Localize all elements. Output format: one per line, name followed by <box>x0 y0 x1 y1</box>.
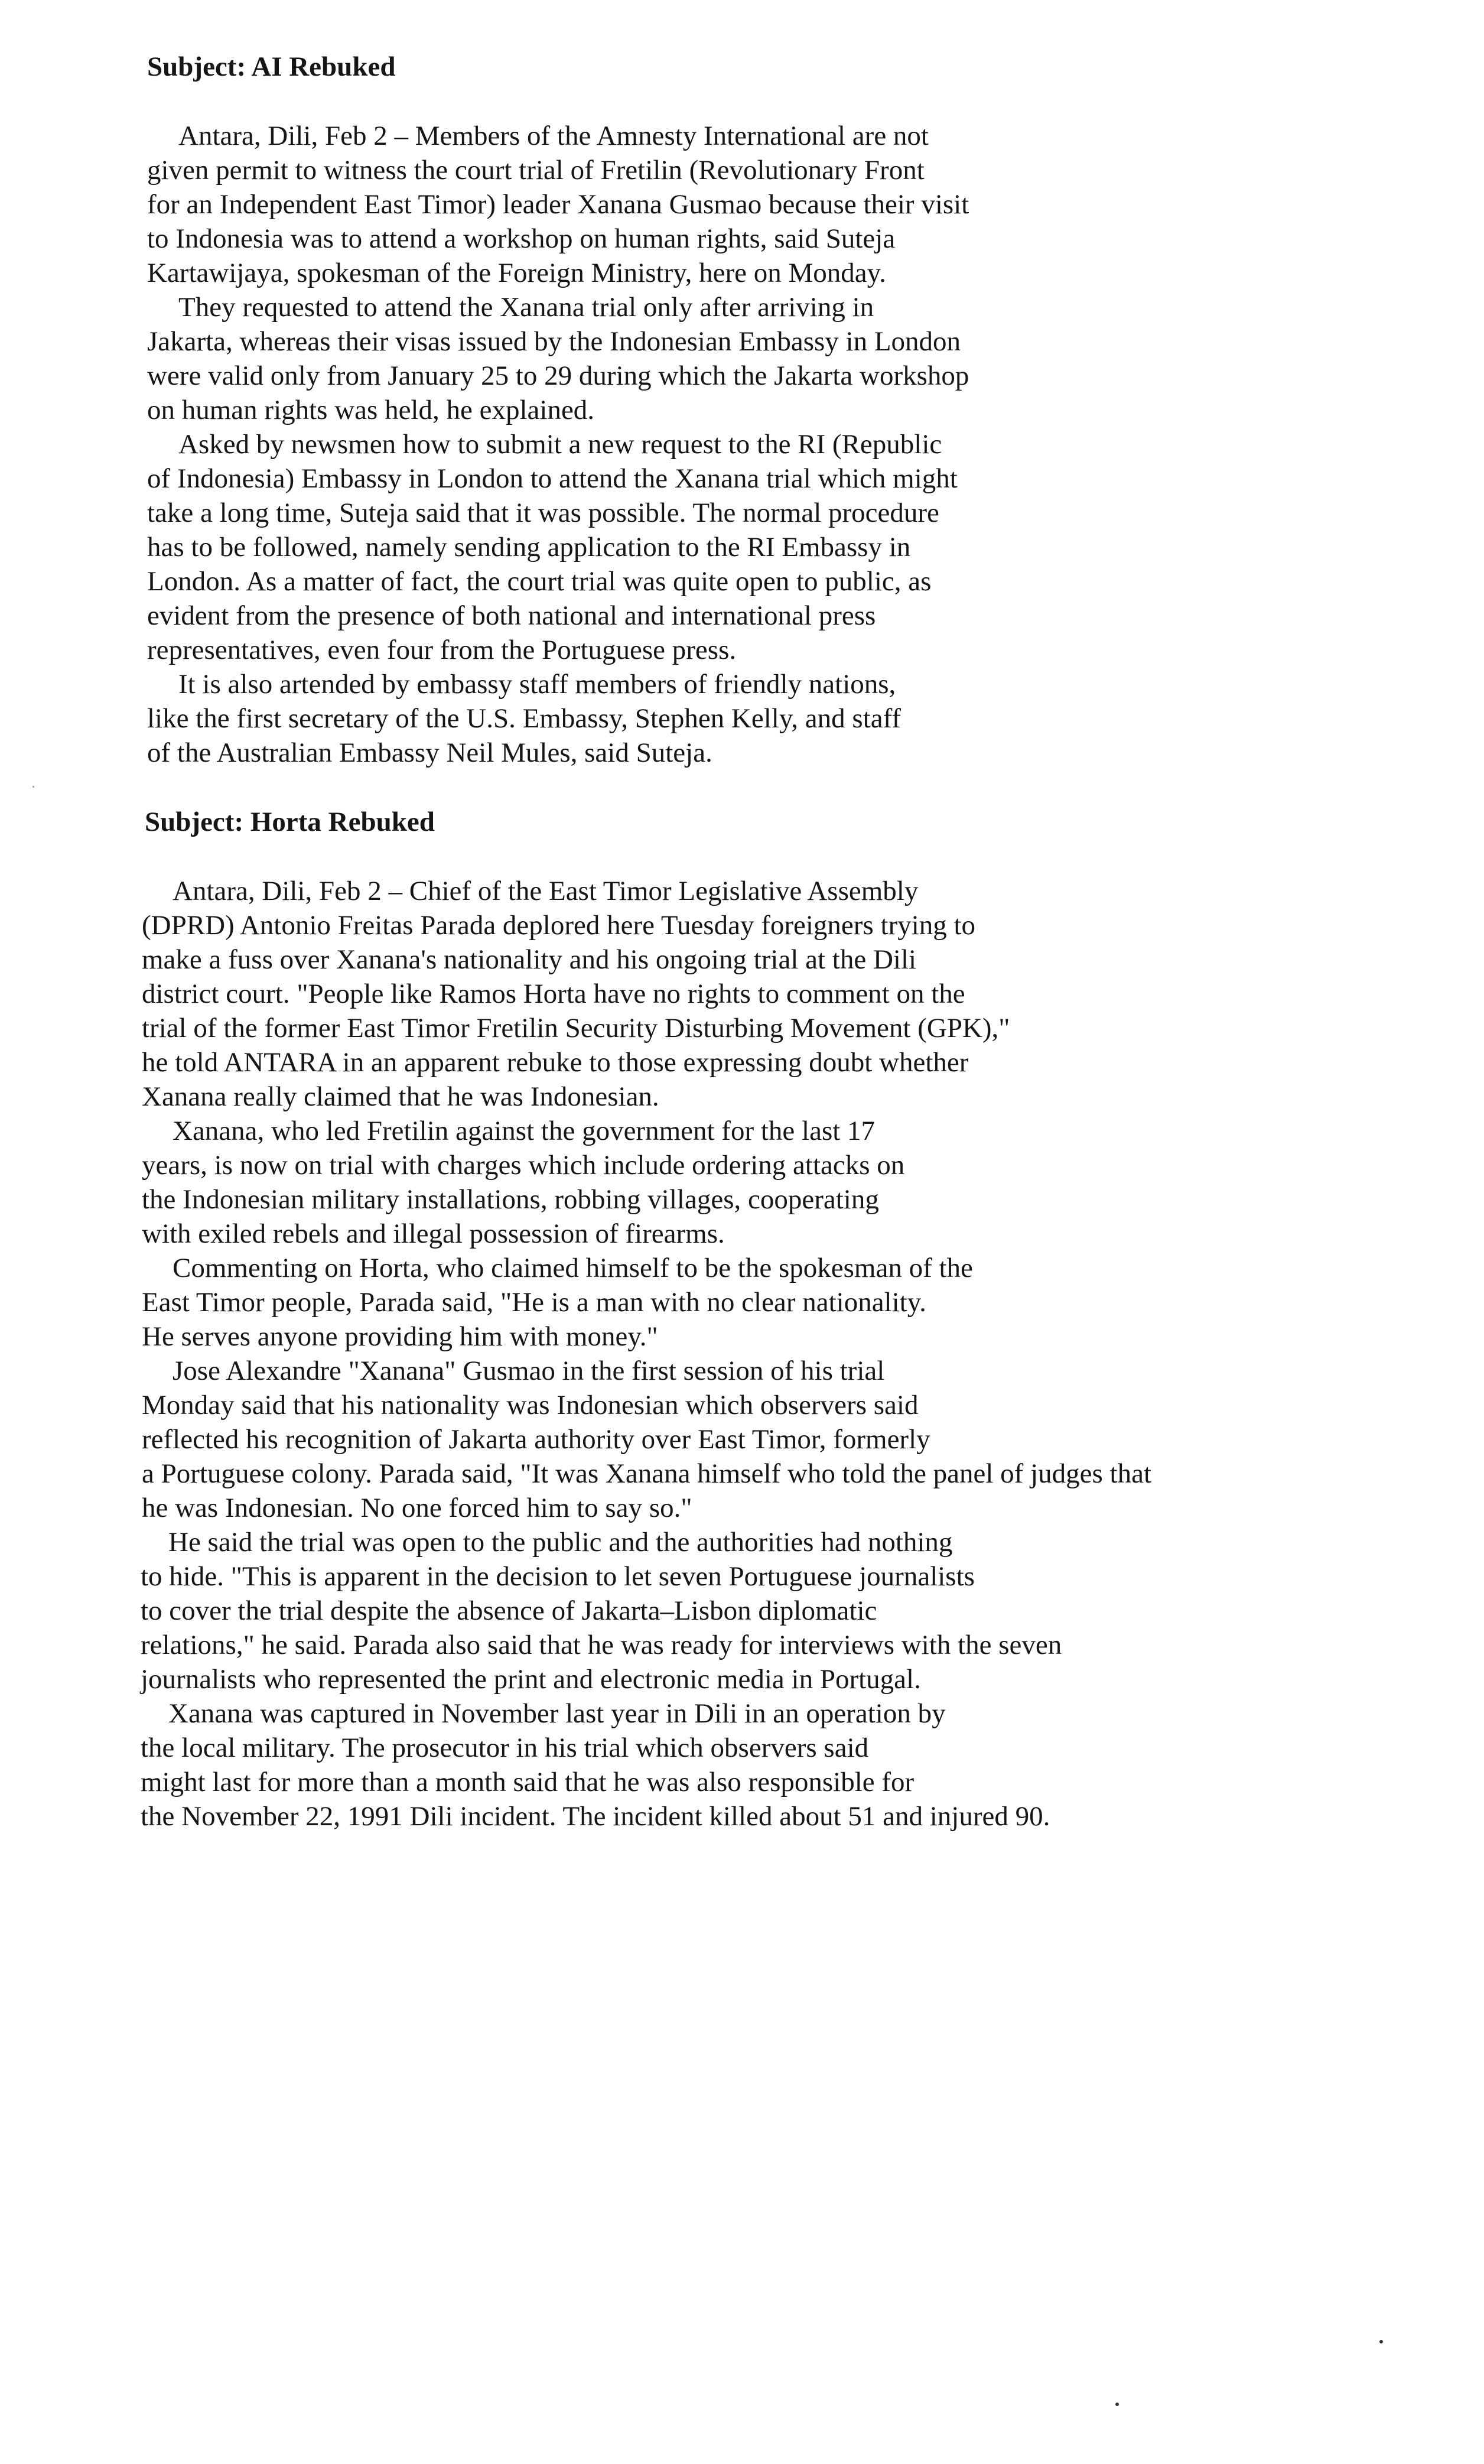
article2-line: Antara, Dili, Feb 2 – Chief of the East Timor Legislative Assembly <box>173 876 919 906</box>
article2-line: He serves anyone providing him with money." <box>142 1321 658 1352</box>
article2-line: make a fuss over Xanana's nationality and his ongoing trial at the Dili <box>142 944 917 975</box>
article2-line: the local military. The prosecutor in his trial which observers said <box>141 1732 869 1763</box>
article2-line: trial of the former East Timor Fretilin Security Disturbing Movement (GPK)," <box>142 1013 1010 1044</box>
article2-line: relations," he said. Parada also said that he was ready for interviews with the seven <box>141 1630 1062 1660</box>
article1-line: for an Independent East Timor) leader Xanana Gusmao because their visit <box>147 189 969 220</box>
article2-line: with exiled rebels and illegal possession of firearms. <box>142 1218 725 1249</box>
article2-line: a Portuguese colony. Parada said, "It was Xanana himself who told the panel of judges that <box>142 1458 1152 1489</box>
article1-line: given permit to witness the court trial of Fretilin (Revolutionary Front <box>147 155 925 186</box>
article2-line: reflected his recognition of Jakarta authority over East Timor, formerly <box>142 1424 930 1455</box>
article2-line: Jose Alexandre "Xanana" Gusmao in the first session of his trial <box>173 1355 885 1386</box>
article2-line: might last for more than a month said that he was also responsible for <box>141 1767 915 1797</box>
article1-line: take a long time, Suteja said that it was possible. The normal procedure <box>147 498 939 528</box>
article2-line: years, is now on trial with charges which include ordering attacks on <box>142 1150 905 1181</box>
article2-line: he told ANTARA in an apparent rebuke to those expressing doubt whether <box>142 1047 969 1078</box>
article2-line: district court. "People like Ramos Horta have no rights to comment on the <box>142 979 965 1009</box>
article1-line: Asked by newsmen how to submit a new request to the RI (Republic <box>178 429 942 460</box>
scan-speck <box>1379 2340 1383 2343</box>
article1-line: to Indonesia was to attend a workshop on human rights, said Suteja <box>147 223 896 254</box>
article2-subject-heading: Subject: Horta Rebuked <box>145 807 435 837</box>
article2-line: Xanana really claimed that he was Indonesian. <box>142 1081 659 1112</box>
article2-line: (DPRD) Antonio Freitas Parada deplored here Tuesday foreigners trying to <box>142 910 976 941</box>
article2-line: the November 22, 1991 Dili incident. The incident killed about 51 and injured 90. <box>141 1801 1050 1832</box>
article1-line: Jakarta, whereas their visas issued by the Indonesian Embassy in London <box>147 326 961 357</box>
article2-line: Monday said that his nationality was Indonesian which observers said <box>142 1390 919 1420</box>
article1-line: representatives, even four from the Portuguese press. <box>147 635 737 665</box>
article1-line: evident from the presence of both national and international press <box>147 600 876 631</box>
article2-line: he was Indonesian. No one forced him to say so." <box>142 1493 692 1523</box>
article1-line: of the Australian Embassy Neil Mules, said Suteja. <box>147 737 712 768</box>
article1-line: They requested to attend the Xanana trial only after arriving in <box>178 292 874 323</box>
article2-line: Commenting on Horta, who claimed himself to be the spokesman of the <box>173 1253 973 1283</box>
article1-line: It is also artended by embassy staff members of friendly nations, <box>178 669 896 700</box>
article1-line: on human rights was held, he explained. <box>147 395 595 425</box>
article1-line: Antara, Dili, Feb 2 – Members of the Amnesty International are not <box>178 121 929 151</box>
article1-line: were valid only from January 25 to 29 during which the Jakarta workshop <box>147 360 969 391</box>
article2-line: East Timor people, Parada said, "He is a man with no clear nationality. <box>142 1287 926 1318</box>
article1-subject-heading: Subject: AI Rebuked <box>147 51 396 82</box>
article2-line: journalists who represented the print and electronic media in Portugal. <box>141 1664 921 1695</box>
article1-line: London. As a matter of fact, the court trial was quite open to public, as <box>147 566 932 597</box>
article2-line: Xanana, who led Fretilin against the government for the last 17 <box>173 1116 876 1146</box>
article1-line: like the first secretary of the U.S. Embassy, Stephen Kelly, and staff <box>147 703 902 734</box>
article2-line: He said the trial was open to the public and the authorities had nothing <box>168 1527 953 1558</box>
article2-line: to cover the trial despite the absence of Jakarta–Lisbon diplomatic <box>141 1595 877 1626</box>
article2-line: Xanana was captured in November last year in Dili in an operation by <box>168 1698 946 1729</box>
article1-line: of Indonesia) Embassy in London to attend the Xanana trial which might <box>147 463 958 494</box>
article2-line: the Indonesian military installations, robbing villages, cooperating <box>142 1184 879 1215</box>
article2-line: to hide. "This is apparent in the decision to let seven Portuguese journalists <box>141 1561 975 1592</box>
article1-line: Kartawijaya, spokesman of the Foreign Ministry, here on Monday. <box>147 258 886 288</box>
scan-speck <box>32 786 34 788</box>
article1-line: has to be followed, namely sending application to the RI Embassy in <box>147 532 911 563</box>
scan-speck <box>1115 2403 1119 2406</box>
